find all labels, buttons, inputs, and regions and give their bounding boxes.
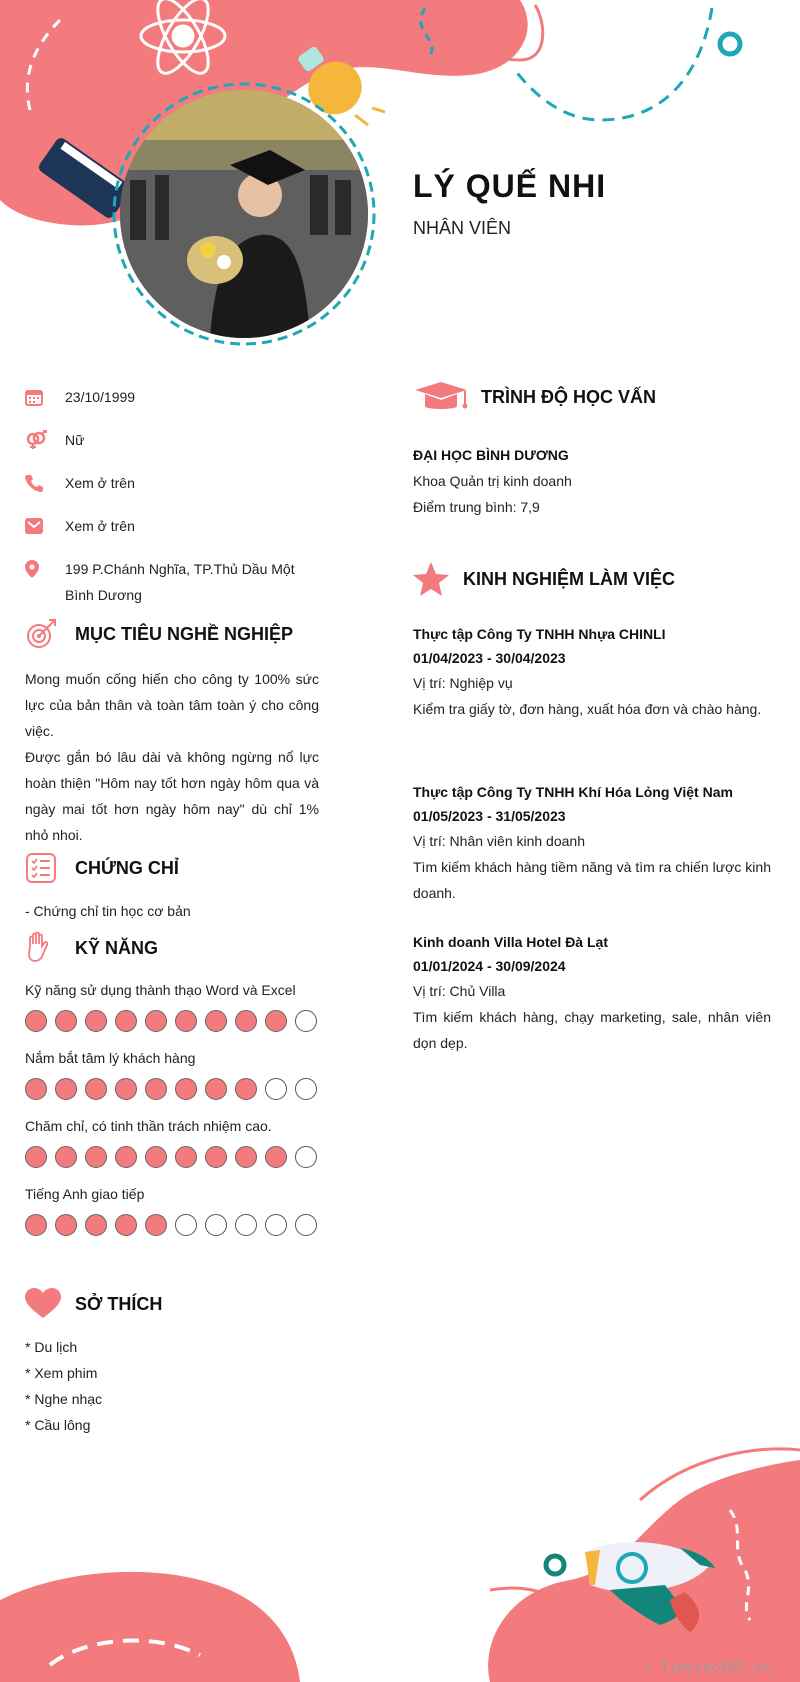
skills-section xyxy=(25,932,319,1254)
rating-dot-empty xyxy=(265,1214,287,1236)
rating-dot-filled xyxy=(25,1078,47,1100)
candidate-name: LÝ QUẾ NHI xyxy=(413,168,607,204)
rating-dot-empty xyxy=(175,1214,197,1236)
objective-section xyxy=(25,618,319,848)
rating-dot-empty xyxy=(295,1214,317,1236)
rating-dot-filled xyxy=(85,1214,107,1236)
job-period: 01/05/2023 - 31/05/2023 xyxy=(413,808,566,824)
rating-dot-filled xyxy=(145,1214,167,1236)
hobby-item: * Xem phim xyxy=(25,1365,98,1381)
objective-paragraph: Mong muốn cống hiến cho công ty 100% sức lực của bản thân và toàn tâm toàn ý cho công việc. xyxy=(25,671,319,739)
info-text: 199 P.Chánh Nghĩa, TP.Thủ Dầu Một Bình Dương xyxy=(65,561,295,603)
experience-title xyxy=(413,562,771,596)
rating-dot-filled xyxy=(265,1010,287,1032)
rating-dot-filled xyxy=(55,1078,77,1100)
skills-list xyxy=(25,982,319,1236)
hobbies-section xyxy=(25,1288,319,1438)
rating-dot-filled xyxy=(25,1010,47,1032)
checklist-icon xyxy=(25,852,75,884)
rating-dot-filled xyxy=(115,1010,137,1032)
rating-dot-filled xyxy=(55,1214,77,1236)
skills-title xyxy=(25,932,319,964)
rating-dot-filled xyxy=(85,1146,107,1168)
job-company: Thực tập Công Ty TNHH Nhựa CHINLI xyxy=(413,626,666,642)
skill-rating xyxy=(25,1214,319,1236)
gender-icon xyxy=(25,427,65,453)
calendar-icon xyxy=(25,384,65,410)
rating-dot-empty xyxy=(265,1078,287,1100)
rating-dot-filled xyxy=(205,1010,227,1032)
education-section xyxy=(413,380,771,520)
candidate-role: NHÂN VIÊN xyxy=(413,218,512,238)
rating-dot-empty xyxy=(295,1078,317,1100)
experience-section xyxy=(413,562,771,1078)
info-address xyxy=(25,556,325,608)
job-description: Tìm kiếm khách hàng, chạy marketing, sale, nhân viên dọn dẹp. xyxy=(413,1009,771,1051)
rating-dot-filled xyxy=(235,1146,257,1168)
location-icon xyxy=(25,556,65,582)
rating-dot-empty xyxy=(205,1214,227,1236)
rating-dot-filled xyxy=(145,1010,167,1032)
job-entry xyxy=(413,622,771,722)
education-major: Khoa Quản trị kinh doanh xyxy=(413,473,572,489)
section-heading: CHỨNG CHỈ xyxy=(75,857,179,878)
rating-dot-filled xyxy=(175,1146,197,1168)
section-heading: MỤC TIÊU NGHỀ NGHIỆP xyxy=(75,623,294,644)
rating-dot-filled xyxy=(85,1010,107,1032)
skill-name: Kỹ năng sử dụng thành thạo Word và Excel xyxy=(25,982,296,998)
rating-dot-filled xyxy=(25,1214,47,1236)
education-title xyxy=(413,380,771,414)
info-gender xyxy=(25,427,325,453)
certificates-title xyxy=(25,852,319,884)
job-entry xyxy=(413,930,771,1056)
hand-icon xyxy=(25,932,75,964)
job-description: Tìm kiếm khách hàng tiềm năng và tìm ra chiến lược kinh doanh. xyxy=(413,859,771,901)
job-position: Vị trí: Chủ Villa xyxy=(413,983,506,999)
skill-rating xyxy=(25,1010,319,1032)
profile-photo-frame xyxy=(110,80,378,348)
job-position: Vị trí: Nghiệp vụ xyxy=(413,675,513,691)
rating-dot-filled xyxy=(265,1146,287,1168)
info-text: Xem ở trên xyxy=(65,475,135,491)
rating-dot-filled xyxy=(115,1146,137,1168)
footer-decoration xyxy=(0,1440,800,1682)
rating-dot-filled xyxy=(145,1078,167,1100)
target-icon xyxy=(25,618,75,650)
job-company: Thực tập Công Ty TNHH Khí Hóa Lỏng Việt Nam xyxy=(413,784,733,800)
skill-name: Chăm chỉ, có tinh thần trách nhiệm cao. xyxy=(25,1118,272,1134)
job-company: Kinh doanh Villa Hotel Đà Lạt xyxy=(413,934,608,950)
job-entry xyxy=(413,780,771,906)
job-position: Vị trí: Nhân viên kinh doanh xyxy=(413,833,585,849)
phone-icon xyxy=(25,470,65,496)
section-heading: KINH NGHIỆM LÀM VIỆC xyxy=(463,568,676,589)
section-heading: SỞ THÍCH xyxy=(75,1293,163,1314)
rating-dot-empty xyxy=(295,1010,317,1032)
hobby-item: * Nghe nhạc xyxy=(25,1391,103,1407)
star-icon xyxy=(413,562,463,596)
skill-rating xyxy=(25,1078,319,1100)
education-school: ĐẠI HỌC BÌNH DƯƠNG xyxy=(413,447,569,463)
rating-dot-filled xyxy=(55,1146,77,1168)
rating-dot-empty xyxy=(235,1214,257,1236)
info-text: Nữ xyxy=(65,432,85,448)
certificates-section xyxy=(25,852,319,924)
info-phone xyxy=(25,470,325,496)
info-email xyxy=(25,513,325,539)
rating-dot-filled xyxy=(205,1146,227,1168)
hobby-item: * Cầu lông xyxy=(25,1417,91,1433)
rating-dot-empty xyxy=(295,1146,317,1168)
education-gpa: Điểm trung bình: 7,9 xyxy=(413,499,540,515)
job-period: 01/04/2023 - 30/04/2023 xyxy=(413,650,566,666)
skill-name: Tiếng Anh giao tiếp xyxy=(25,1186,145,1202)
rating-dot-filled xyxy=(25,1146,47,1168)
rating-dot-filled xyxy=(55,1010,77,1032)
rating-dot-filled xyxy=(115,1078,137,1100)
job-description: Kiểm tra giấy tờ, đơn hàng, xuất hóa đơn và chào hàng. xyxy=(413,701,762,717)
objective-title xyxy=(25,618,319,650)
rating-dot-filled xyxy=(145,1146,167,1168)
info-text: 23/10/1999 xyxy=(65,389,136,405)
section-heading: KỸ NĂNG xyxy=(75,937,159,958)
watermark: ∴ Timviec365.vn xyxy=(643,1660,770,1676)
personal-info xyxy=(25,384,325,625)
objective-paragraph: Được gắn bó lâu dài và không ngừng nổ lực hoàn thiện "Hôm nay tốt hơn ngày hôm qua và ngày mai tốt hơn ngày hôm nay" dù chỉ 1% nhỏ nhoi. xyxy=(25,749,319,843)
rating-dot-filled xyxy=(205,1078,227,1100)
rating-dot-filled xyxy=(115,1214,137,1236)
rating-dot-filled xyxy=(235,1010,257,1032)
hobbies-title xyxy=(25,1288,319,1320)
heart-icon xyxy=(25,1288,75,1320)
rating-dot-filled xyxy=(175,1010,197,1032)
rating-dot-filled xyxy=(85,1078,107,1100)
rating-dot-filled xyxy=(235,1078,257,1100)
job-period: 01/01/2024 - 30/09/2024 xyxy=(413,958,566,974)
graduation-cap-icon xyxy=(413,380,481,414)
email-icon xyxy=(25,513,65,539)
profile-photo xyxy=(120,90,368,338)
section-heading: TRÌNH ĐỘ HỌC VẤN xyxy=(481,386,656,407)
rating-dot-filled xyxy=(175,1078,197,1100)
skill-rating xyxy=(25,1146,319,1168)
skill-name: Nắm bắt tâm lý khách hàng xyxy=(25,1050,196,1066)
info-birthday xyxy=(25,384,325,410)
info-text: Xem ở trên xyxy=(65,518,135,534)
certificate-item: - Chứng chỉ tin học cơ bản xyxy=(25,903,191,919)
hobby-item: * Du lịch xyxy=(25,1339,78,1355)
